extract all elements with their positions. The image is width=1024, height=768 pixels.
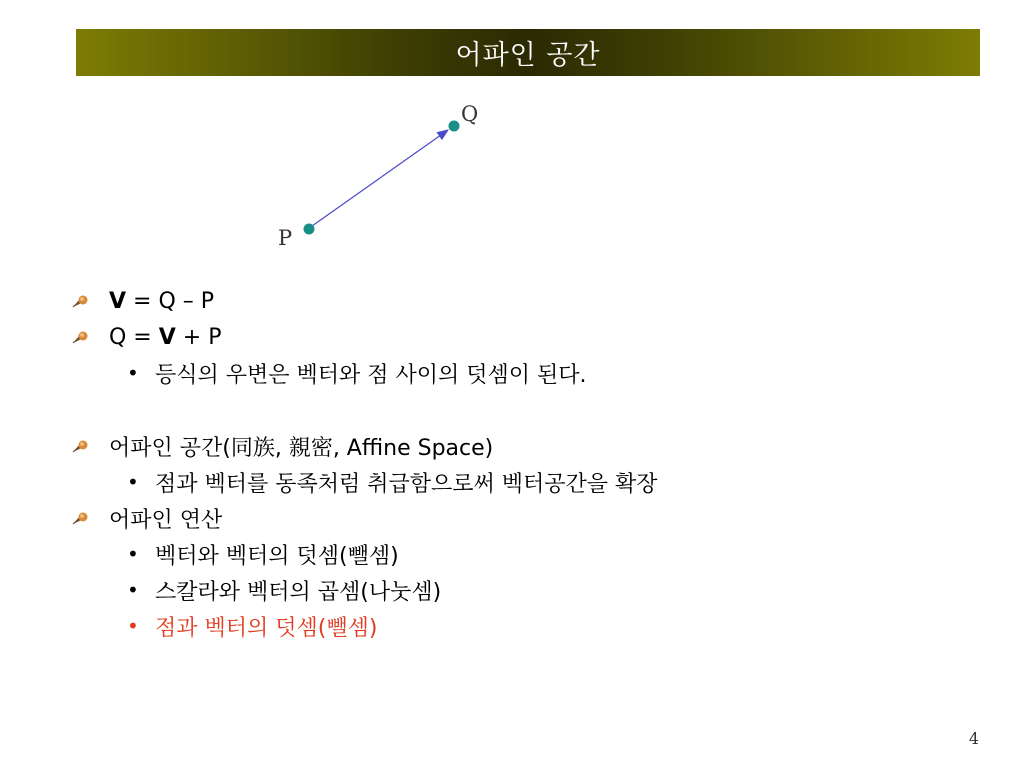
bullet-dot-icon: •	[127, 614, 139, 638]
point-p	[304, 224, 315, 235]
point-p-label: P	[278, 226, 293, 250]
bullet-item	[70, 428, 970, 464]
sub-bullet-item	[70, 355, 970, 391]
sub-bullet-text: 등식의 우변은 벡터와 점 사이의 덧셈이 된다.	[155, 362, 587, 388]
bullet-dot-icon: •	[127, 361, 139, 385]
pen-bullet-icon	[70, 435, 92, 457]
slide-title: 어파인 공간	[455, 40, 601, 71]
vector-diagram-svg	[260, 90, 520, 260]
sub-bullet-item	[70, 572, 970, 608]
affine-diagram	[260, 90, 520, 260]
bullet-text: 어파인 공간(同族, 親密, Affine Space)	[109, 435, 494, 461]
vector-arrow	[312, 130, 448, 226]
sub-bullet-item	[70, 536, 970, 572]
page-number: 4	[968, 729, 980, 748]
pen-bullet-icon	[70, 507, 92, 529]
bullet-list	[70, 283, 970, 644]
equation-text: Q =	[109, 324, 159, 350]
bullet-item	[70, 500, 970, 536]
equation-text: + P	[175, 324, 222, 350]
sub-bullet-item-highlighted	[70, 608, 970, 644]
bullet-dot-icon: •	[127, 542, 139, 566]
sub-bullet-text: 점과 벡터를 동족처럼 취급함으로써 벡터공간을 확장	[155, 471, 658, 497]
bullet-item	[70, 283, 970, 319]
slide-title-bar	[76, 29, 980, 76]
bullet-dot-icon: •	[127, 470, 139, 494]
vector-symbol: V	[158, 324, 176, 350]
sub-bullet-item	[70, 464, 970, 500]
vector-symbol: V	[109, 288, 127, 314]
sub-bullet-text: 스칼라와 벡터의 곱셈(나눗셈)	[155, 579, 442, 605]
equation-text: = Q – P	[126, 288, 215, 314]
pen-bullet-icon	[70, 326, 92, 348]
bullet-item	[70, 319, 970, 355]
bullet-dot-icon: •	[127, 578, 139, 602]
pen-bullet-icon	[70, 290, 92, 312]
spacer	[70, 391, 970, 428]
point-q	[449, 121, 460, 132]
bullet-text: 어파인 연산	[109, 507, 223, 533]
sub-bullet-text: 벡터와 벡터의 덧셈(뺄셈)	[155, 543, 399, 569]
sub-bullet-text: 점과 벡터의 덧셈(뺄셈)	[155, 615, 378, 641]
point-q-label: Q	[461, 102, 479, 126]
